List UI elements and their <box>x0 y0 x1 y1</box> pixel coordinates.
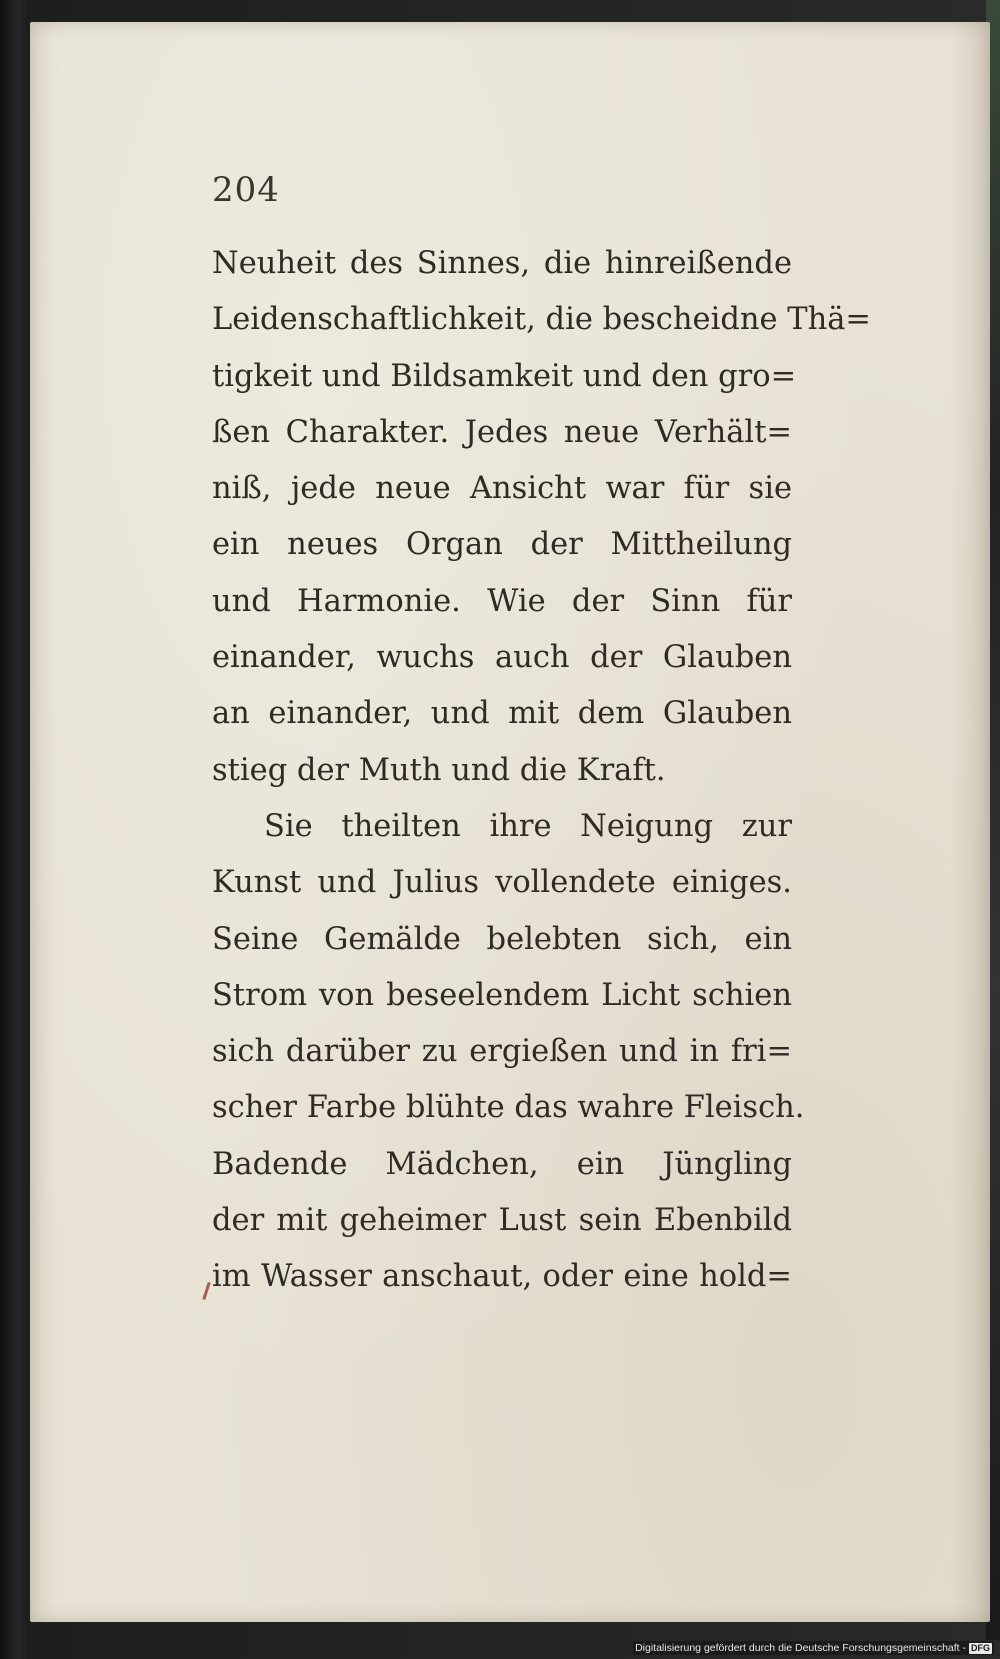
text-line: stieg der Muth und die Kraft. <box>212 752 666 788</box>
text-line: Neuheit des Sinnes, die hinreißende <box>212 246 792 281</box>
digitization-credit <box>633 1641 994 1655</box>
text-line: tigkeit und Bildsamkeit und den gro= <box>212 358 797 394</box>
text-line: ßen Charakter. Jedes neue Verhält= <box>212 414 792 450</box>
text-line: an einander, und mit dem Glauben <box>212 696 792 732</box>
text-line: und Harmonie. Wie der Sinn für <box>212 583 792 619</box>
text-line: einander, wuchs auch der Glauben <box>212 640 792 676</box>
text-line: Seine Gemälde belebten sich, ein <box>212 921 792 957</box>
text-line: im Wasser anschaut, oder eine hold= <box>212 1259 792 1295</box>
page-text <box>212 236 871 1306</box>
text-line: Leidenschaftlichkeit, die bescheidne Thä= <box>212 302 871 338</box>
dfg-logo-icon: DFG <box>971 1642 990 1653</box>
text-line: Kunst und Julius vollendete einiges. <box>212 865 792 901</box>
text-line: Badende Mädchen, ein Jüngling <box>212 1146 792 1182</box>
text-line: niß, jede neue Ansicht war für sie <box>212 471 792 507</box>
text-line: Sie theilten ihre Neigung zur <box>264 808 792 844</box>
credit-text: Digitalisierung gefördert durch die Deutsche Forschungsgemeinschaft - <box>635 1642 966 1654</box>
text-line: der mit geheimer Lust sein Ebenbild <box>212 1203 792 1239</box>
text-line: scher Farbe blühte das wahre Fleisch. <box>212 1090 805 1126</box>
text-line: sich darüber zu ergießen und in fri= <box>212 1034 792 1070</box>
text-line: ein neues Organ der Mittheilung <box>212 527 792 563</box>
text-line: Strom von beseelendem Licht schien <box>212 977 792 1013</box>
page-number: 204 <box>212 170 280 210</box>
